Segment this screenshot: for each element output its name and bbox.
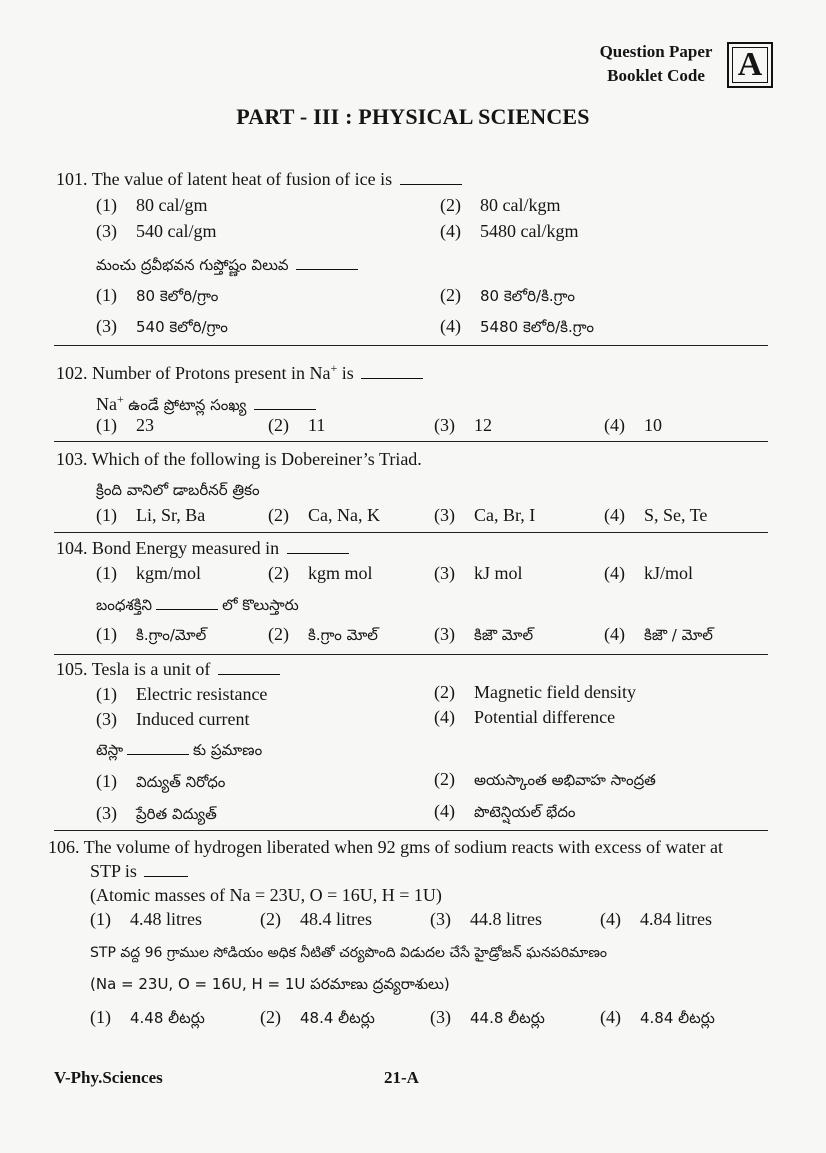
option-4-telugu: (4) కిజౌ / మోల్ bbox=[604, 624, 713, 644]
question-stem: Number of Protons present in Na bbox=[92, 363, 331, 383]
option-2: (2) 48.4 litres bbox=[260, 909, 372, 929]
question-number: 104. bbox=[56, 538, 88, 558]
question-stem-telugu: మంచు ద్రవీభవన గుప్తోష్ణం విలువ bbox=[96, 256, 289, 274]
option-3: (3) 540 cal/gm bbox=[96, 221, 217, 241]
question-stem-end: is bbox=[341, 363, 354, 383]
question-number: 106. bbox=[48, 837, 80, 857]
question-divider bbox=[54, 830, 768, 831]
option-4: (4) kJ/mol bbox=[604, 563, 694, 583]
question-106-telugu bbox=[90, 940, 607, 964]
booklet-code-box: A bbox=[727, 42, 773, 88]
option-4-telugu: (4) 4.84 లీటర్లు bbox=[600, 1007, 715, 1027]
option-3-telugu: (3) ప్రేరిత విద్యుత్ bbox=[96, 803, 217, 823]
question-stem-telugu: టెస్లా bbox=[96, 741, 124, 759]
superscript-plus: + bbox=[117, 392, 124, 406]
option-2: (2) 80 cal/kgm bbox=[440, 195, 561, 215]
question-number: 102. bbox=[56, 363, 88, 383]
question-102-telugu bbox=[96, 388, 316, 416]
option-4-telugu: (4) 5480 కెలోరి/కి.గ్రాం bbox=[440, 316, 595, 336]
footer-page-number: 21-A bbox=[384, 1068, 419, 1087]
question-divider bbox=[54, 654, 768, 655]
option-4-telugu: (4) పొటెన్షియల్ భేదం bbox=[434, 801, 576, 821]
superscript-plus: + bbox=[330, 361, 338, 375]
option-2: (2) Ca, Na, K bbox=[268, 505, 380, 525]
answer-blank bbox=[296, 255, 358, 270]
option-2-telugu: (2) 80 కెలోరి/కి.గ్రాం bbox=[440, 285, 575, 305]
question-divider bbox=[54, 532, 768, 533]
question-105-text bbox=[56, 658, 280, 680]
option-4: (4) 10 bbox=[604, 415, 662, 435]
na-symbol: Na bbox=[96, 394, 117, 414]
option-1: (1) kgm/mol bbox=[96, 563, 202, 583]
option-1-telugu: (1) 4.48 లీటర్లు bbox=[90, 1007, 205, 1027]
option-3-telugu: (3) 540 కెలోరి/గ్రాం bbox=[96, 316, 228, 336]
question-stem-telugu-end: కు ప్రమాణం bbox=[193, 741, 263, 759]
atomic-masses-note: (Atomic masses of Na = 23U, O = 16U, H = 1U) bbox=[90, 885, 442, 905]
option-2-telugu: (2) 48.4 లీటర్లు bbox=[260, 1007, 375, 1027]
option-1-telugu: (1) విద్యుత్ నిరోధం bbox=[96, 771, 226, 791]
question-stem-telugu: ఉండే ప్రోటాన్ల సంఖ్య bbox=[128, 396, 247, 414]
question-stem-cont: STP is bbox=[90, 861, 137, 881]
answer-blank bbox=[361, 364, 423, 379]
option-3: (3) 12 bbox=[434, 415, 492, 435]
option-4: (4) 5480 cal/kgm bbox=[440, 221, 579, 241]
option-2: (2) Magnetic field density bbox=[434, 682, 636, 702]
answer-blank bbox=[254, 395, 316, 410]
option-1: (1) 23 bbox=[96, 415, 154, 435]
question-divider bbox=[54, 345, 768, 346]
answer-blank bbox=[144, 862, 188, 877]
question-102-text bbox=[56, 357, 423, 384]
question-104-telugu bbox=[96, 593, 299, 616]
option-4: (4) S, Se, Te bbox=[604, 505, 708, 525]
question-103-telugu bbox=[96, 478, 260, 501]
question-101-text bbox=[56, 168, 462, 190]
option-3: (3) kJ mol bbox=[434, 563, 523, 583]
option-3: (3) 44.8 litres bbox=[430, 909, 542, 929]
question-104-text bbox=[56, 537, 349, 559]
question-106-telugu-line2 bbox=[90, 972, 450, 995]
question-106-text-line2 bbox=[90, 860, 188, 882]
question-number: 105. bbox=[56, 659, 88, 679]
option-3-telugu: (3) 44.8 లీటర్లు bbox=[430, 1007, 545, 1027]
part-title: PART - III : PHYSICAL SCIENCES bbox=[236, 104, 590, 129]
question-stem-telugu: క్రింది వానిలో డాబరీనర్ త్రికం bbox=[96, 481, 260, 499]
option-1-telugu: (1) 80 కెలోరి/గ్రాం bbox=[96, 285, 219, 305]
footer-subject: V-Phy.Sciences bbox=[54, 1068, 163, 1087]
option-3: (3) Ca, Br, I bbox=[434, 505, 536, 525]
answer-blank bbox=[156, 595, 218, 610]
answer-blank bbox=[400, 170, 462, 185]
question-stem-telugu: బంధశక్తిని bbox=[96, 596, 153, 614]
answer-blank bbox=[287, 539, 349, 554]
option-2-telugu: (2) కి.గ్రాం మోల్ bbox=[268, 624, 378, 644]
option-3-telugu: (3) కిజౌ మోల్ bbox=[434, 624, 534, 644]
option-2: (2) 11 bbox=[268, 415, 326, 435]
question-101-telugu bbox=[96, 253, 358, 276]
option-1: (1) 80 cal/gm bbox=[96, 195, 208, 215]
question-stem: Bond Energy measured in bbox=[92, 538, 280, 558]
option-1: (1) Li, Sr, Ba bbox=[96, 505, 206, 525]
option-3: (3) Induced current bbox=[96, 709, 250, 729]
question-105-telugu bbox=[96, 738, 262, 761]
question-stem: Tesla is a unit of bbox=[91, 659, 211, 679]
question-number: 103. bbox=[56, 449, 88, 469]
booklet-code-label-line1: Question Paper bbox=[599, 42, 713, 61]
question-stem: The volume of hydrogen liberated when 92 gms of sodium reacts with excess of water at bbox=[83, 837, 724, 857]
option-4: (4) 4.84 litres bbox=[600, 909, 712, 929]
option-1-telugu: (1) కి.గ్రాం/మోల్ bbox=[96, 624, 207, 644]
booklet-code-label bbox=[588, 40, 724, 88]
question-stem-telugu-end: లో కొలుస్తారు bbox=[222, 596, 299, 614]
answer-blank bbox=[127, 740, 189, 755]
answer-blank bbox=[218, 660, 280, 675]
question-stem-telugu-cont: (Na = 23U, O = 16U, H = 1U పరమాణు ద్రవ్యరాశులు) bbox=[90, 975, 450, 993]
question-number: 101. bbox=[56, 169, 88, 189]
option-2: (2) kgm mol bbox=[268, 563, 373, 583]
option-1: (1) 4.48 litres bbox=[90, 909, 202, 929]
question-divider bbox=[54, 441, 768, 442]
booklet-code-label-line2: Booklet Code bbox=[607, 66, 705, 85]
question-103-text bbox=[56, 448, 422, 470]
question-stem: Which of the following is Dobereiner’s Triad. bbox=[91, 449, 422, 469]
question-106-text bbox=[48, 836, 723, 858]
option-2-telugu: (2) అయస్కాంత అభివాహ సాంద్రత bbox=[434, 769, 656, 789]
question-stem: The value of latent heat of fusion of ice is bbox=[91, 169, 393, 189]
question-stem-telugu: STP వద్ద 96 గ్రాముల సోడియం అధిక నీటితో చర్యపొంది విడుదల చేసే హైడ్రోజన్ ఘనపరిమాణం bbox=[90, 945, 608, 961]
option-4: (4) Potential difference bbox=[434, 707, 616, 727]
option-1: (1) Electric resistance bbox=[96, 684, 268, 704]
